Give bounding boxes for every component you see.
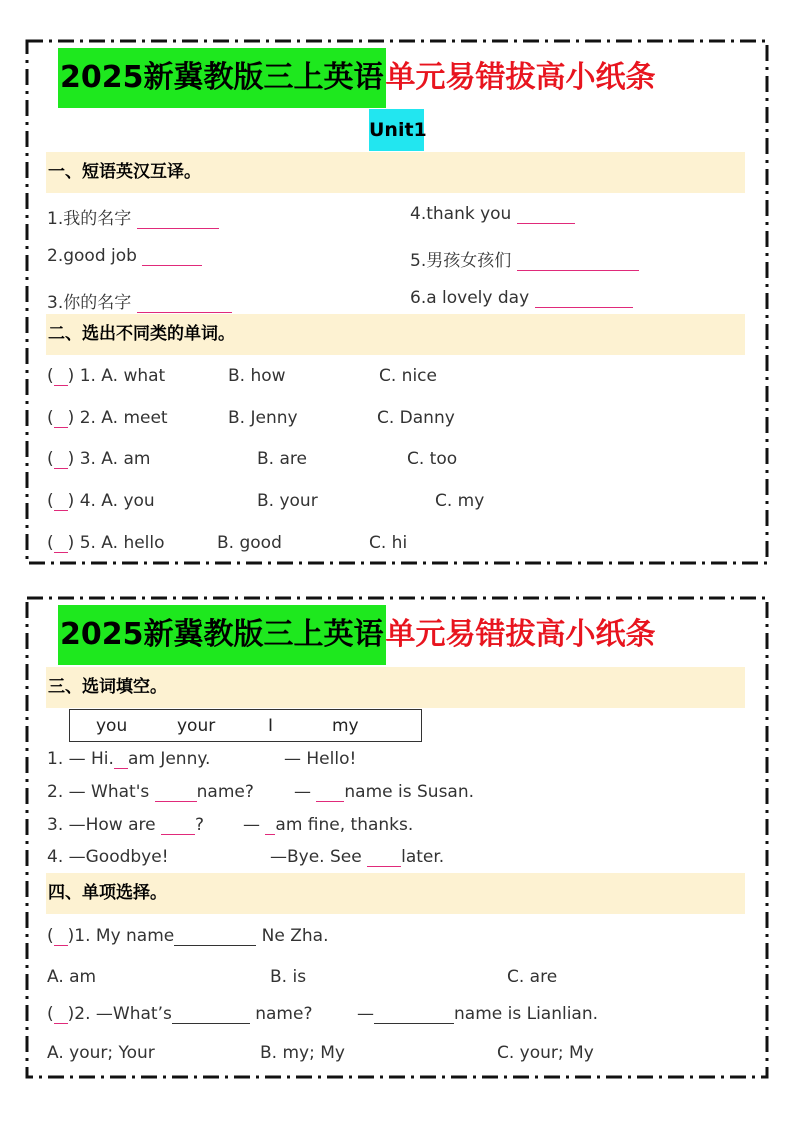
mc-q2-option-c: C. your; My: [497, 1043, 594, 1063]
mc-question-2-reply: — name is Lianlian.: [357, 1004, 599, 1024]
mc-question-1: ( )1. My name Ne Zha.: [47, 926, 329, 946]
fill-line-1: 1. — Hi. am Jenny.: [47, 749, 211, 769]
phrase-item-3: 3.你的名字: [47, 288, 232, 313]
title-green-part: 2025新冀教版三上英语: [58, 48, 386, 108]
word-bank: [69, 709, 422, 742]
section4-heading: 四、单项选择。: [46, 873, 745, 914]
phrase-item-2: 2.good job: [47, 246, 202, 266]
mc-q1-option-b: B. is: [270, 967, 307, 987]
section2-heading: 二、选出不同类的单词。: [46, 314, 745, 355]
mc-question-2: ( )2. —What’s name?: [47, 1004, 313, 1024]
mc-q1-option-a: A. am: [47, 967, 97, 987]
unit-label: Unit1: [369, 109, 424, 151]
fill-line-1-reply: — Hello!: [284, 749, 357, 769]
word-bank-word: my: [332, 716, 359, 736]
section1-heading: 一、短语英汉互译。: [46, 152, 745, 193]
title-red-part: 单元易错拔高小纸条: [385, 60, 656, 95]
fill-line-3: 3. —How are ?: [47, 815, 205, 835]
fill-line-2: 2. — What's name?: [47, 782, 254, 802]
mc-q2-option-a: A. your; Your: [47, 1043, 155, 1063]
worksheet-title: [58, 48, 656, 108]
word-bank-word: I: [268, 716, 274, 736]
title-green-part-2: 2025新冀教版三上英语: [58, 605, 386, 665]
section3-heading: 三、选词填空。: [46, 667, 745, 708]
phrase-item-6: 6.a lovely day: [410, 288, 633, 308]
fill-line-4-reply: —Bye. See later.: [270, 847, 445, 867]
title-red-part-2: 单元易错拔高小纸条: [385, 617, 656, 652]
worksheet-title-2: [58, 605, 656, 665]
phrase-item-1: 1.我的名字: [47, 204, 219, 229]
mc-q1-option-c: C. are: [507, 967, 558, 987]
fill-line-2-reply: — name is Susan.: [294, 782, 475, 802]
word-bank-word: your: [177, 716, 216, 736]
fill-line-3-reply: — am fine, thanks.: [243, 815, 414, 835]
phrase-item-5: 5.男孩女孩们: [410, 246, 639, 271]
fill-line-4: 4. —Goodbye!: [47, 847, 169, 867]
mc-q2-option-b: B. my; My: [260, 1043, 345, 1063]
word-bank-word: you: [96, 716, 128, 736]
phrase-item-4: 4.thank you: [410, 204, 575, 224]
